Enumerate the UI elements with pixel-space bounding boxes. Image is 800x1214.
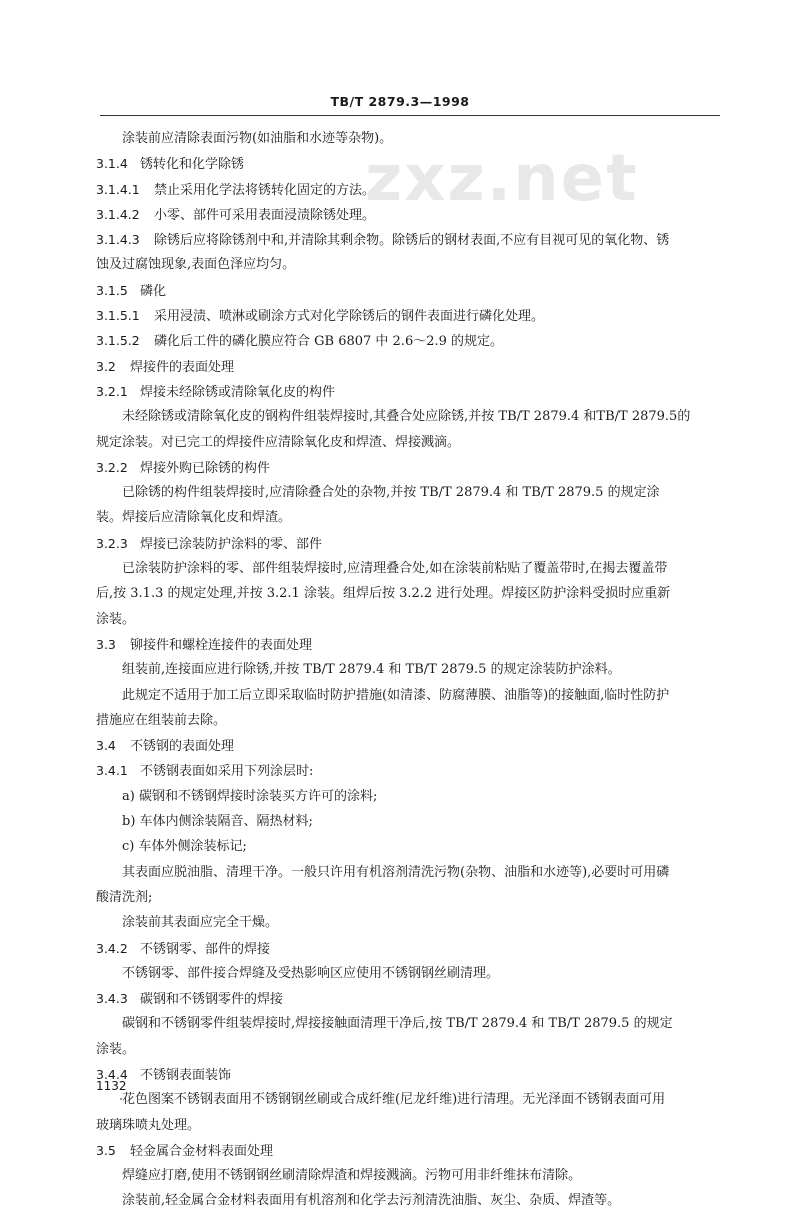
section-number: 3.4.3: [96, 991, 128, 1007]
line-text: 已涂装防护涂料的零、部件组装焊接时,应清理叠合处,如在涂装前粘贴了覆盖带时,在揭去覆盖带: [122, 561, 668, 577]
paragraph-line: [96, 809, 720, 834]
paragraph-line: [96, 1037, 720, 1062]
section-number: 3.1.4.3: [96, 232, 140, 248]
section-number: 3.1.4.1: [96, 181, 140, 197]
paragraph-line: [96, 1163, 720, 1188]
section-number: 3.4.4: [96, 1066, 128, 1082]
line-text: 小零、部件可采用表面浸渍除锈处理。: [154, 207, 376, 223]
section-number: 3.2.3: [96, 535, 128, 551]
section-line: [96, 278, 720, 303]
line-text: 磷化: [140, 283, 167, 299]
line-text: 碳钢和不锈钢零件的焊接: [140, 992, 284, 1008]
paragraph-line: [96, 1011, 720, 1036]
line-text: 不锈钢零、部件的焊接: [140, 941, 271, 957]
line-text: 除锈后应将除锈剂中和,并清除其剩余物。除锈后的钢材表面,不应有目视可见的氧化物、锈: [154, 233, 670, 249]
line-text: 焊接已涂装防护涂料的零、部件: [140, 536, 323, 552]
paragraph-line: [96, 1113, 720, 1138]
paragraph-line: [96, 657, 720, 682]
paragraph-line: [96, 784, 720, 809]
section-line: [96, 455, 720, 480]
paragraph-line: [96, 556, 720, 581]
section-number: 3.1.5: [96, 282, 128, 298]
line-text: 组装前,连接面应进行除锈,并按 TB/T 2879.4 和 TB/T 2879.5 的规定涂装防护涂料。: [122, 662, 621, 678]
section-number: 3.1.4.2: [96, 206, 140, 222]
paragraph-line: [96, 961, 720, 986]
line-text: 涂装前,轻金属合金材料表面用有机溶剂和化学去污剂清洗油脂、灰尘、杂质、焊渣等。: [122, 1193, 621, 1209]
line-text: 磷化后工件的磷化膜应符合 GB 6807 中 2.6～2.9 的规定。: [154, 334, 504, 350]
section-line: [96, 328, 720, 353]
line-text: 碳钢和不锈钢零件组装焊接时,焊接接触面清理干净后,按 TB/T 2879.4 和 TB/T 2879.5 的规定: [122, 1016, 673, 1032]
section-line: [96, 1062, 720, 1087]
line-text: 涂装前其表面应完全干燥。: [122, 915, 279, 931]
line-text: 规定涂装。对已完工的焊接件应清除氧化皮和焊渣、焊接溅滴。: [96, 434, 461, 450]
section-line: [96, 354, 720, 379]
line-text: c) 车体外侧涂装标记;: [122, 839, 247, 855]
line-text: 玻璃珠喷丸处理。: [96, 1117, 201, 1133]
paragraph-line: [96, 885, 720, 910]
line-text: 已除锈的构件组装焊接时,应清除叠合处的杂物,并按 TB/T 2879.4 和 TB/T 2879.5 的规定涂: [122, 485, 660, 501]
line-text: a) 碳钢和不锈钢焊接时涂装买方许可的涂料;: [122, 788, 378, 804]
paragraph-line: [96, 1087, 720, 1112]
line-text: 焊缝应打磨,使用不锈钢钢丝刷清除焊渣和焊接溅滴。污物可用非纤维抹布清除。: [122, 1168, 582, 1184]
section-number: 3.4: [96, 738, 116, 754]
section-line: [96, 936, 720, 961]
line-text: 未经除锈或清除氧化皮的钢构件组装焊接时,其叠合处应除锈,并按 TB/T 2879.4 和TB/T 2879.5的: [122, 409, 691, 425]
line-text: 此规定不适用于加工后立即采取临时防护措施(如清漆、防腐薄膜、油脂等)的接触面,临时性防护: [122, 687, 670, 703]
line-text: 不锈钢零、部件接合焊缝及受热影响区应使用不锈钢钢丝刷清理。: [122, 965, 500, 981]
line-text: b) 车体内侧涂装隔音、隔热材料;: [122, 814, 313, 830]
section-line: [96, 733, 720, 758]
section-line: [96, 632, 720, 657]
section-number: 3.1.5.1: [96, 308, 140, 324]
line-text: 焊接件的表面处理: [130, 359, 235, 375]
section-line: [96, 986, 720, 1011]
section-number: 3.2.1: [96, 383, 128, 399]
line-text: 锈转化和化学除锈: [140, 157, 245, 173]
scan-speck: [120, 1098, 122, 1100]
paragraph-line: [96, 910, 720, 935]
line-text: 不锈钢表面如采用下列涂层时:: [140, 764, 314, 780]
section-line: [96, 758, 720, 783]
line-text: 铆接件和螺栓连接件的表面处理: [130, 637, 313, 653]
section-number: 3.1.4: [96, 156, 128, 172]
line-text: 后,按 3.1.3 的规定处理,并按 3.2.1 涂装。组焊后按 3.2.2 进行处理。焊接区防护涂料受损时应重新: [96, 586, 671, 602]
section-number: 3.4.1: [96, 763, 128, 779]
line-text: 蚀及过腐蚀现象,表面色泽应均匀。: [96, 257, 296, 273]
section-line: [96, 202, 720, 227]
paragraph-line: [96, 683, 720, 708]
paragraph-line: [96, 252, 720, 277]
section-line: [96, 531, 720, 556]
line-text: 措施应在组装前去除。: [96, 712, 227, 728]
section-line: [96, 1138, 720, 1163]
section-line: [96, 379, 720, 404]
section-number: 3.1.5.2: [96, 333, 140, 349]
paragraph-line: [96, 480, 720, 505]
paragraph-line: [96, 1188, 720, 1213]
line-text: 禁止采用化学法将锈转化固定的方法。: [154, 182, 376, 198]
line-text: 焊接未经除锈或清除氧化皮的构件: [140, 384, 336, 400]
section-number: 3.4.2: [96, 940, 128, 956]
paragraph-line: [96, 860, 720, 885]
line-text: 轻金属合金材料表面处理: [130, 1143, 274, 1159]
section-number: 3.3: [96, 636, 116, 652]
document-body: [96, 126, 720, 1214]
paragraph-line: [96, 708, 720, 733]
line-text: 涂装。: [96, 611, 136, 627]
section-number: 3.2.2: [96, 459, 128, 475]
header-rule: [100, 115, 720, 116]
paragraph-line: [96, 126, 720, 151]
line-text: 采用浸渍、喷淋或刷涂方式对化学除锈后的钢件表面进行磷化处理。: [154, 309, 545, 325]
line-text: 焊接外购已除锈的构件: [140, 460, 271, 476]
watermark: zxz.net: [365, 142, 639, 216]
line-text: 不锈钢表面装饰: [140, 1067, 232, 1083]
line-text: 装。焊接后应清除氧化皮和焊渣。: [96, 510, 292, 526]
paragraph-line: [96, 581, 720, 606]
line-text: 涂装前应清除表面污物(如油脂和水迹等杂物)。: [122, 131, 393, 146]
line-text: 其表面应脱油脂、清理干净。一般只许用有机溶剂清洗污物(杂物、油脂和水迹等),必要时可用磷: [122, 864, 670, 880]
paragraph-line: [96, 430, 720, 455]
section-line: [96, 303, 720, 328]
line-text: 花色图案不锈钢表面用不锈钢钢丝刷或合成纤维(尼龙纤维)进行清理。无光泽面不锈钢表面可用: [122, 1092, 666, 1108]
paragraph-line: [96, 834, 720, 859]
section-line: [96, 227, 720, 252]
paragraph-line: [96, 505, 720, 530]
line-text: 涂装。: [96, 1041, 136, 1057]
line-text: 不锈钢的表面处理: [130, 739, 235, 755]
section-number: 3.5: [96, 1142, 116, 1158]
section-line: [96, 151, 720, 176]
standard-header: TB/T 2879.3—1998: [330, 94, 470, 109]
page-number: 1132: [96, 1079, 127, 1093]
section-line: [96, 177, 720, 202]
paragraph-line: [96, 404, 720, 429]
paragraph-line: [96, 607, 720, 632]
line-text: 酸清洗剂;: [96, 889, 153, 905]
section-number: 3.2: [96, 358, 116, 374]
